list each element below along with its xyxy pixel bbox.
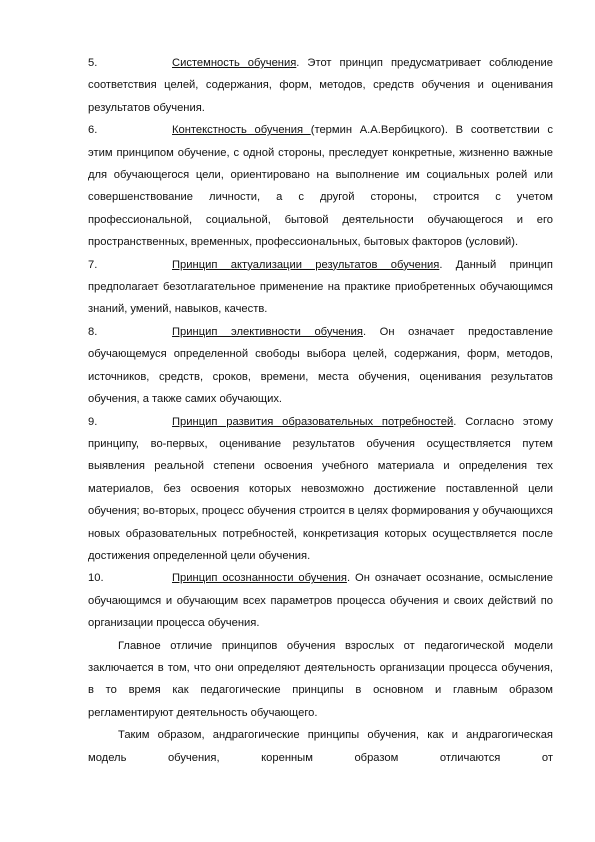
list-item-text — [88, 119, 553, 253]
principle-term: Системность обучения — [172, 57, 297, 69]
list-item-text — [88, 321, 553, 411]
principle-term: Контекстность обучения — [172, 124, 311, 137]
list-item-number: 6. — [88, 124, 98, 137]
principle-description: . Он означает предоставление обучающемуся определенной свободы выбора целей, содержания, форм, методов, источников, средств, сроков, времени, места обучения, оценивания результатов обучения, а также самих обучающих. — [88, 325, 553, 406]
list-item-number: 10. — [88, 572, 104, 585]
list-item — [88, 52, 553, 119]
principle-description: (термин А.А.Вербицкого). В соответствии с этим принципом обучение, с одной стороны, преследует конкретные, жизненно важные для обучающегося цели, ориентировано на выполнение им социальных ролей или совершенствование личности, а с другой стороны, строится с учетом профессиональной, социальной, бытовой деятельности обучающегося и его пространственных, временных, профессиональных, бытовых факторов (условий). — [88, 124, 553, 249]
list-item-number: 5. — [88, 57, 98, 69]
document-body — [88, 52, 553, 769]
list-item-text — [88, 411, 553, 568]
principle-term: Принцип осознанности обучения — [172, 572, 347, 585]
list-item-number: 7. — [88, 258, 98, 271]
list-item — [88, 254, 553, 321]
paragraph-text: Таким образом, андрагогические принципы обучения, как и андрагогическая модель обучения, коренным образом отличаются от — [88, 729, 553, 764]
principle-term: Принцип актуализации результатов обучения — [172, 258, 440, 271]
body-paragraph — [88, 635, 553, 725]
principle-term: Принцип элективности обучения — [172, 325, 363, 338]
principle-description: . Данный принцип предполагает безотлагательное применение на практике приобретенных обучающимся знаний, умений, навыков, качеств. — [88, 258, 553, 316]
list-item — [88, 119, 553, 253]
list-item-text — [88, 254, 553, 321]
principle-description: . Он означает осознание, осмысление обучающимся и обучающим всех параметров процесса обучения и своих действий по организации процесса обучения. — [88, 572, 553, 630]
principle-description: . Согласно этому принципу, во-первых, оценивание результатов обучения осуществляется путем выявления реальной степени освоения учебного материала и определения тех материалов, без освоения которых невозможно достижение поставленной цели обучения; во-вторых, процесс обучения строится в целях формирования у обучающихся новых образовательных потребностей, конкретизация которых осуществляется после достижения определенной цели обучения. — [88, 415, 553, 562]
principle-description: . Этот принцип предусматривает соблюдение соответствия целей, содержания, форм, методов, средств обучения и оценивания результатов обучения. — [88, 57, 553, 114]
list-item — [88, 411, 553, 568]
list-item-text — [88, 52, 553, 119]
body-paragraph — [88, 724, 553, 769]
list-item — [88, 321, 553, 411]
list-item-text — [88, 567, 553, 634]
list-item — [88, 567, 553, 634]
paragraph-text: Главное отличие принципов обучения взрослых от педагогической модели заключается в том, что они определяют деятельность организации процесса обучения, в то время как педагогические принципы в основном и главным образом регламентируют деятельность обучающего. — [88, 639, 553, 719]
list-item-number: 8. — [88, 325, 98, 338]
list-item-number: 9. — [88, 415, 98, 428]
principle-term: Принцип развития образовательных потребностей — [172, 415, 454, 428]
